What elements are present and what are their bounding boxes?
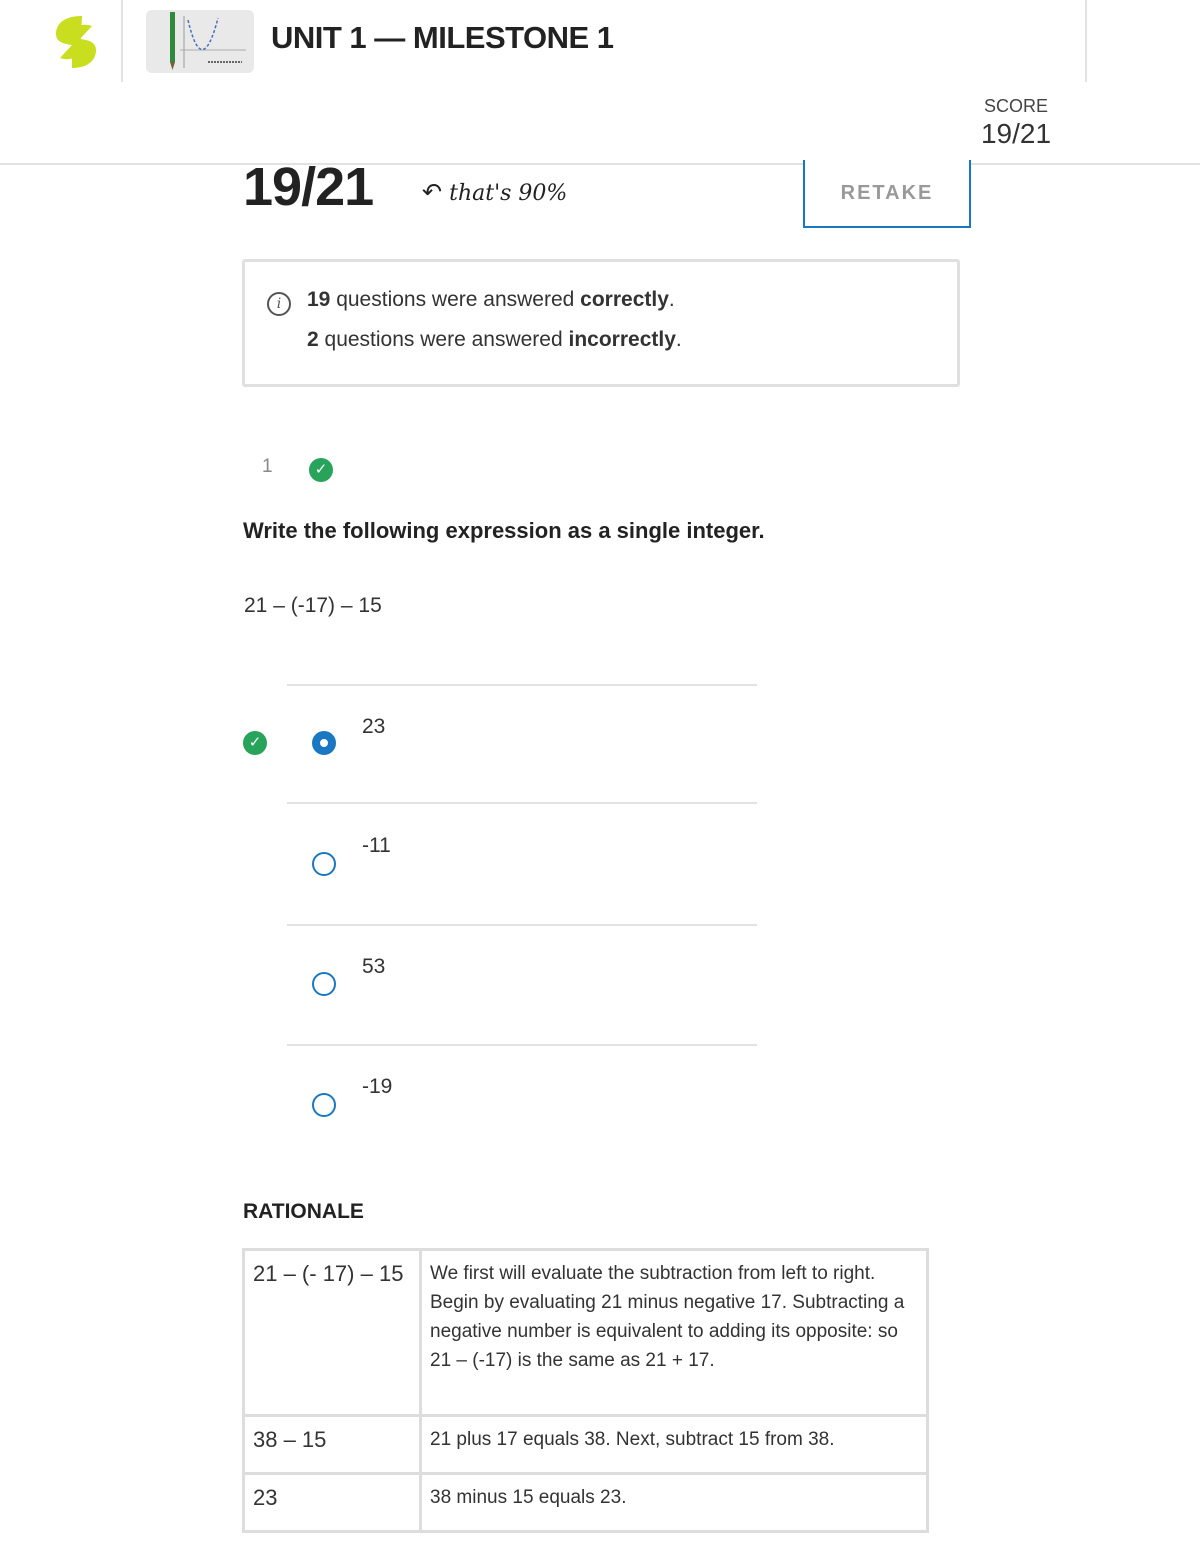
page-title: UNIT 1 — MILESTONE 1 [271,20,614,55]
option-label-2[interactable]: -11 [362,834,391,857]
option-label-3[interactable]: 53 [362,955,386,978]
info-icon: i [267,292,291,316]
question-number: 1 [262,456,273,477]
rationale-step: 38 – 15 [244,1416,421,1474]
unit-thumbnail[interactable] [146,10,254,73]
option-radio-3[interactable] [312,972,336,996]
score-label: SCORE [983,96,1048,116]
curved-arrow-icon: ↶ [422,178,443,206]
question-expression: 21 – (-17) – 15 [244,594,382,617]
header-bottom-divider [0,163,1200,165]
rationale-step: 23 [244,1474,421,1532]
option-label-1[interactable]: 23 [362,715,386,738]
summary-incorrect: 2 questions were answered incorrectly. [307,328,682,351]
rationale-table [242,1248,929,1533]
score-value: 19/21 [980,118,1052,149]
question-prompt: Write the following expression as a single integer. [243,518,765,543]
sophia-logo-icon[interactable] [52,14,100,70]
rationale-step: 21 – (- 17) – 15 [244,1250,421,1416]
retake-button[interactable]: RETAKE [803,160,971,228]
rationale-explanation: 38 minus 15 equals 23. [421,1474,928,1532]
rationale-title: RATIONALE [243,1200,364,1223]
table-row [244,1416,928,1474]
header-divider [121,0,123,82]
results-summary [242,259,960,387]
big-score: 19/21 [243,157,374,217]
table-row [244,1474,928,1532]
percent-note-text: that's 90% [449,181,568,206]
option-divider [287,684,757,686]
option-divider [287,1044,757,1046]
summary-correct: 19 questions were answered correctly. [307,288,675,311]
header-divider-right [1085,0,1087,82]
correct-answer-check-icon: ✓ [243,731,267,755]
option-label-4[interactable]: -19 [362,1075,393,1098]
percent-note [422,178,567,206]
option-divider [287,924,757,926]
rationale-explanation: We first will evaluate the subtraction from left to right. Begin by evaluating 21 minus negative 17. Subtracting a negative number is equivalent to adding its opposite: so 21 – (-17) is the same as 21 + 17. [421,1250,928,1416]
graph-sketch-icon [146,10,254,73]
option-divider [287,802,757,804]
option-radio-2[interactable] [312,852,336,876]
question-correct-check-icon: ✓ [309,458,333,482]
option-radio-4[interactable] [312,1093,336,1117]
rationale-explanation: 21 plus 17 equals 38. Next, subtract 15 from 38. [421,1416,928,1474]
table-row [244,1250,928,1416]
option-radio-1[interactable] [312,731,336,755]
